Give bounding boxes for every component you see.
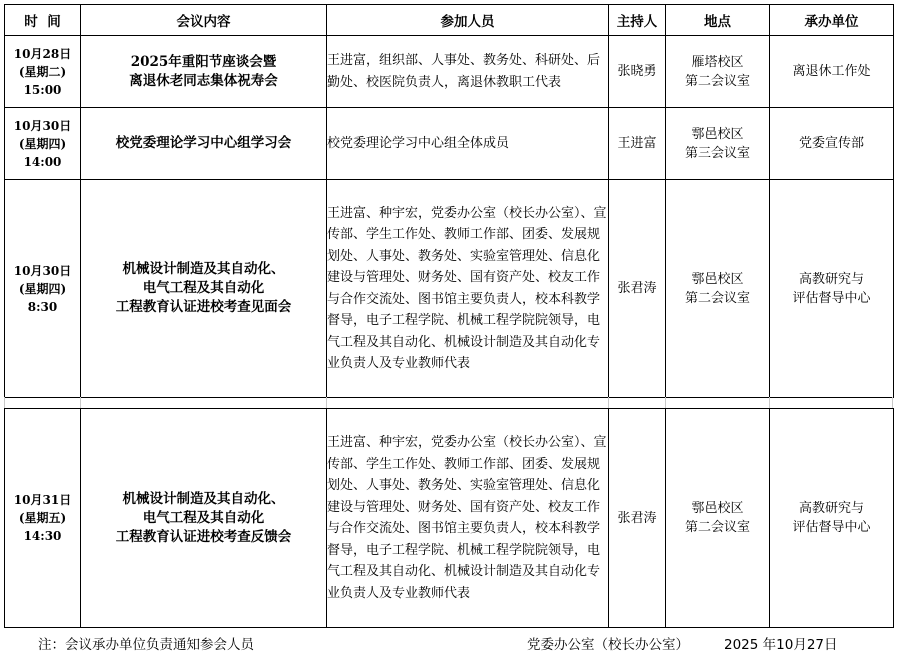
header-row xyxy=(5,5,894,36)
header-attendees: 参加人员 xyxy=(327,5,609,36)
meeting-attendees: 校党委理论学习中心组全体成员 xyxy=(327,108,609,180)
footer-note: 注：会议承办单位负责通知参会人员 xyxy=(38,637,254,653)
meeting-clock: 15:00 xyxy=(23,82,62,97)
meeting-location-line: 雁塔校区 xyxy=(691,54,744,70)
header-content: 会议内容 xyxy=(81,5,327,36)
schedule-table xyxy=(4,4,894,398)
meeting-content-line: 工程教育认证进校考查见面会 xyxy=(115,299,292,315)
meeting-content xyxy=(81,409,327,628)
meeting-location-line: 第二会议室 xyxy=(684,73,750,89)
meeting-weekday: (星期五) xyxy=(18,511,67,525)
meeting-host: 张君涛 xyxy=(609,409,666,628)
table-page-break xyxy=(4,397,893,408)
meeting-date: 10月31日 xyxy=(13,493,72,507)
meeting-clock: 14:30 xyxy=(23,529,62,543)
schedule-table-continued xyxy=(4,408,894,628)
meeting-attendees: 王进富、种宇宏，党委办公室（校长办公室）、宣传部、学生工作处、教师工作部、团委、发展规划处、人事处、教务处、实验室管理处、信息化建设与管理处、财务处、国有资产处、校友工作与合作交流处、图书馆主要负责人，校本科教学督导，电子工程学院、机械工程学院院领导，电气工程及其自动化、机械设计制造及其自动化专业负责人及专业教师代表 xyxy=(327,409,609,628)
meeting-organizer xyxy=(770,180,894,398)
meeting-content-line: 校党委理论学习中心组学习会 xyxy=(115,135,292,151)
meeting-location xyxy=(666,36,770,108)
meeting-weekday: (星期四) xyxy=(18,136,67,151)
footer-issuer: 党委办公室（校长办公室） xyxy=(527,637,689,653)
meeting-organizer-line: 高教研究与 xyxy=(798,271,864,287)
header-host: 主持人 xyxy=(609,5,666,36)
meeting-time xyxy=(5,36,81,108)
meeting-organizer-line: 高教研究与 xyxy=(798,501,864,516)
footer-date: 2025 年10月27日 xyxy=(724,637,838,653)
meeting-content-line: 电气工程及其自动化 xyxy=(142,509,265,526)
meeting-clock: 14:00 xyxy=(23,154,62,169)
meeting-organizer xyxy=(770,108,894,180)
meeting-row xyxy=(5,36,894,108)
meeting-attendees: 王进富、种宇宏，党委办公室（校长办公室）、宣传部、学生工作处、教师工作部、团委、发展规划处、人事处、教务处、实验室管理处、信息化建设与管理处、财务处、国有资产处、校友工作与合作交流处、图书馆主要负责人，校本科教学督导，电子工程学院、机械工程学院院领导，电气工程及其自动化、机械设计制造及其自动化专业负责人及专业教师代表 xyxy=(327,180,609,398)
meeting-time xyxy=(5,108,81,180)
meeting-location xyxy=(666,409,770,628)
meeting-organizer-line: 评估督导中心 xyxy=(792,290,871,306)
meeting-row xyxy=(5,108,894,180)
meeting-row xyxy=(5,409,894,628)
header-time: 时 间 xyxy=(5,5,81,36)
meeting-content-line: 机械设计制造及其自动化、 xyxy=(122,261,285,277)
meeting-host: 张君涛 xyxy=(609,180,666,398)
meeting-date: 10月30日 xyxy=(13,263,72,278)
meeting-date: 10月30日 xyxy=(13,118,72,133)
meeting-row xyxy=(5,180,894,398)
meeting-content-line: 工程教育认证进校考查反馈会 xyxy=(115,528,292,545)
meeting-date: 10月28日 xyxy=(13,46,72,61)
meeting-location xyxy=(666,108,770,180)
meeting-location-line: 鄠邑校区 xyxy=(691,271,744,287)
meeting-attendees: 王进富，组织部、人事处、教务处、科研处、后勤处、校医院负责人，离退休教职工代表 xyxy=(327,36,609,108)
meeting-time xyxy=(5,180,81,398)
meeting-organizer-line: 党委宣传部 xyxy=(798,136,864,151)
meeting-content xyxy=(81,180,327,398)
meeting-clock: 8:30 xyxy=(27,299,58,314)
meeting-location-line: 第二会议室 xyxy=(684,290,750,306)
meeting-host: 王进富 xyxy=(609,108,666,180)
meeting-content-line: 电气工程及其自动化 xyxy=(142,280,265,296)
header-location: 地点 xyxy=(666,5,770,36)
meeting-location-line: 第二会议室 xyxy=(684,520,750,535)
meeting-organizer-line: 评估督导中心 xyxy=(792,520,871,535)
meeting-time xyxy=(5,409,81,628)
meeting-content-line: 机械设计制造及其自动化、 xyxy=(122,490,285,507)
meeting-location-line: 鄠邑校区 xyxy=(691,126,744,142)
meeting-content xyxy=(81,108,327,180)
meeting-organizer xyxy=(770,36,894,108)
meeting-organizer-line: 离退休工作处 xyxy=(792,64,871,79)
meeting-location-line: 鄠邑校区 xyxy=(691,501,744,516)
header-organizer: 承办单位 xyxy=(770,5,894,36)
meeting-weekday: (星期二) xyxy=(18,64,67,79)
meeting-location-line: 第三会议室 xyxy=(684,145,750,161)
meeting-content-line: 离退休老同志集体祝寿会 xyxy=(129,72,278,89)
meeting-content-line: 2025年重阳节座谈会暨 xyxy=(130,53,277,70)
meeting-location xyxy=(666,180,770,398)
meeting-weekday: (星期四) xyxy=(18,281,67,296)
meeting-content xyxy=(81,36,327,108)
meeting-organizer xyxy=(770,409,894,628)
meeting-host: 张晓勇 xyxy=(609,36,666,108)
